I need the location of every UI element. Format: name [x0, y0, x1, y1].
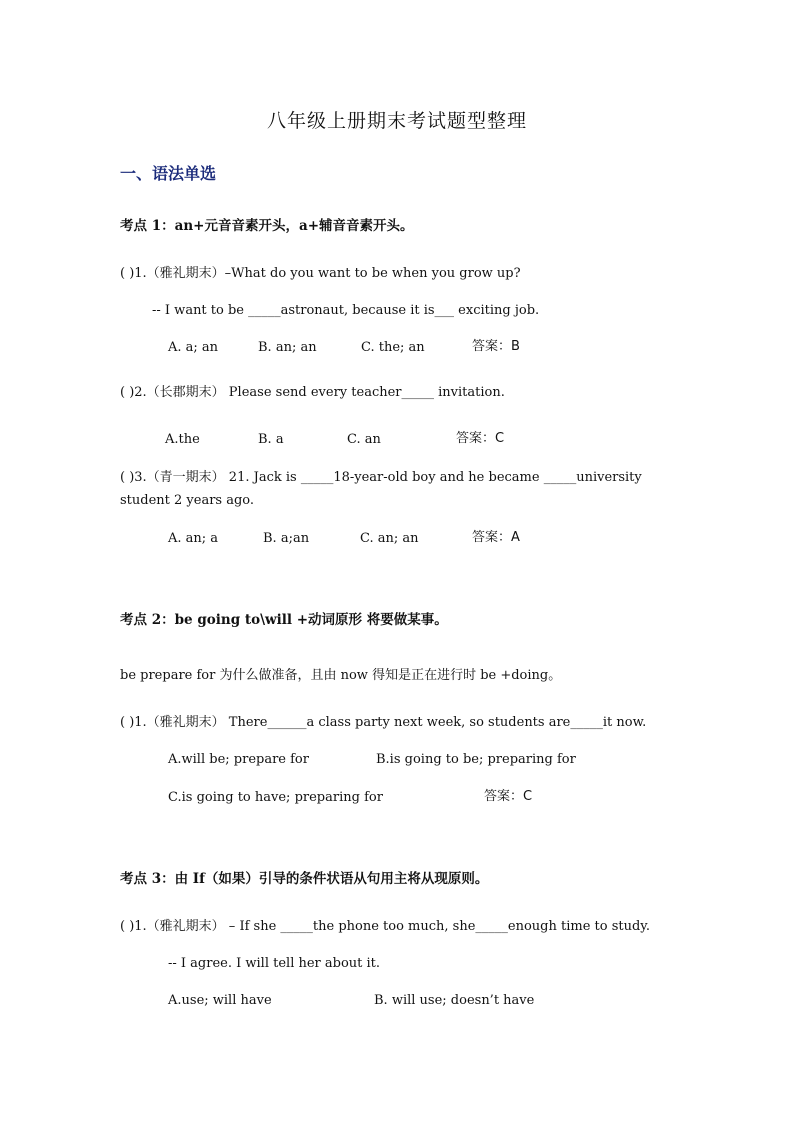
section-heading-grammar: 一、语法单选: [120, 164, 217, 183]
kp3-q1-option-a: A.use; will have: [168, 993, 272, 1008]
kp1-q3-option-a: A. an; a: [168, 531, 219, 546]
kp1-q2-stem: ( )2.（长郡期末） Please send every teacher_____ invitation.: [120, 385, 505, 400]
kp1-q2-option-a: A.the: [165, 432, 200, 447]
kp1-q1-stem: ( )1.（雅礼期末）–What do you want to be when you grow up?: [120, 266, 521, 281]
kp2-heading: 考点 2：be going to\will +动词原形 将要做某事。: [120, 612, 448, 628]
kp3-q1-line2: -- I agree. I will tell her about it.: [168, 956, 381, 971]
kp1-q1-answer: 答案：B: [472, 339, 520, 354]
kp1-q3-option-c: C. an; an: [360, 531, 419, 546]
kp3-q1-option-b: B. will use; doesn’t have: [374, 993, 535, 1008]
kp1-q1-option-b: B. an; an: [258, 340, 317, 355]
page-title: 八年级上册期末考试题型整理: [266, 110, 527, 132]
kp1-q3-answer: 答案：A: [472, 530, 520, 545]
kp1-q1-line2: -- I want to be _____astronaut, because it is___ exciting job.: [152, 303, 540, 318]
kp1-q2-option-b: B. a: [258, 432, 284, 447]
kp2-q1-option-b: B.is going to be; preparing for: [376, 752, 576, 767]
kp1-q3-line2: student 2 years ago.: [120, 493, 255, 508]
kp2-note: be prepare for 为什么做准备，且由 now 得知是正在进行时 be +doing。: [120, 668, 562, 683]
kp1-q1-option-c: C. the; an: [361, 340, 425, 355]
kp1-q3-stem: ( )3.（青一期末） 21. Jack is _____18-year-old boy and he became _____university: [120, 470, 642, 485]
kp3-q1-stem: ( )1.（雅礼期末） – If she _____the phone too much, she_____enough time to study.: [120, 919, 651, 934]
kp1-q3-option-b: B. a;an: [263, 531, 310, 546]
kp1-q2-option-c: C. an: [347, 432, 381, 447]
kp1-heading: 考点 1：an+元音音素开头，a+辅音音素开头。: [120, 218, 414, 234]
kp2-q1-stem: ( )1.（雅礼期末） There______a class party next week, so students are_____it now.: [120, 715, 647, 730]
kp1-q1-option-a: A. a; an: [168, 340, 219, 355]
kp3-heading: 考点 3：由 If（如果）引导的条件状语从句用主将从现原则。: [120, 871, 489, 887]
kp2-q1-option-c: C.is going to have; preparing for: [168, 790, 383, 805]
kp2-q1-option-a: A.will be; prepare for: [168, 752, 309, 767]
kp1-q2-answer: 答案：C: [456, 431, 505, 446]
kp2-q1-answer: 答案：C: [484, 789, 533, 804]
